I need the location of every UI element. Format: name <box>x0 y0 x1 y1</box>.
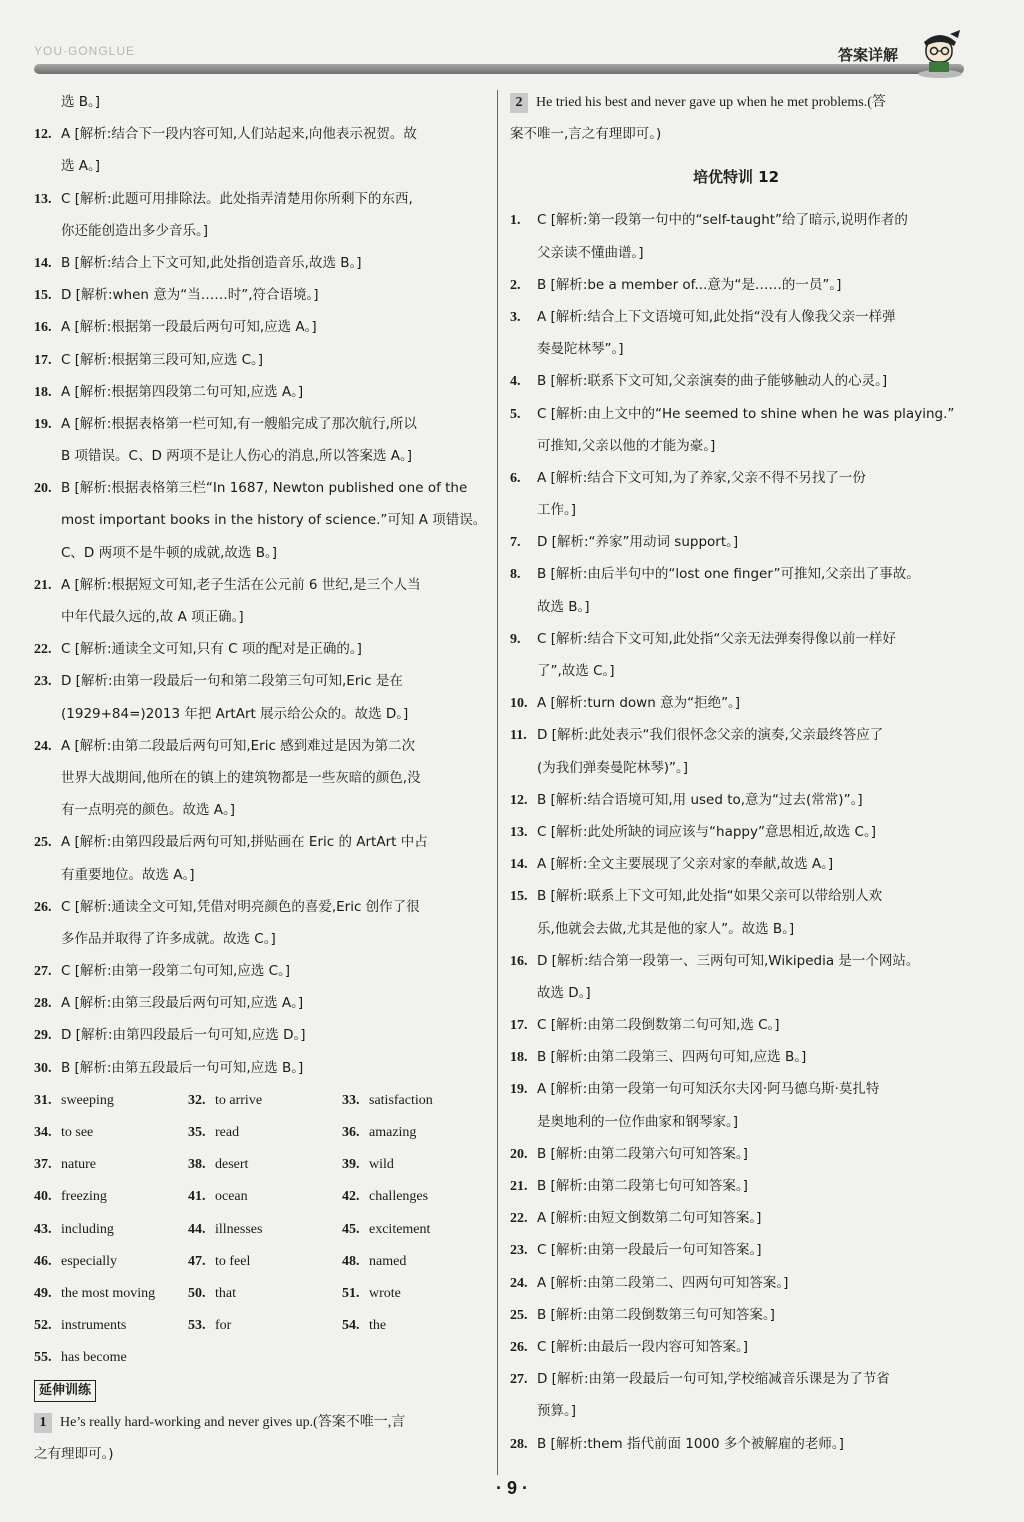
answer-number: 27. <box>510 1372 528 1388</box>
answer-line <box>510 1202 962 1234</box>
q2-line-2 <box>510 118 962 150</box>
answer-number: 8. <box>510 567 521 583</box>
answer-text: A [解析:结合下一段内容可知,人们站起来,向他表示祝贺。故 <box>61 126 417 143</box>
answer-text: B [解析:由第二段第七句可知答案。] <box>537 1178 748 1194</box>
answer-word: wild <box>369 1157 394 1173</box>
answer-text: A [解析:根据第四段第二句可知,应选 A。] <box>61 383 304 400</box>
answer-line <box>510 655 962 687</box>
answer-line <box>510 848 962 880</box>
answer-number: 53. <box>188 1318 206 1334</box>
answer-line <box>34 504 486 536</box>
answer-number: 34. <box>34 1125 52 1140</box>
answer-number: 17. <box>510 1018 528 1034</box>
answer-word: especially <box>61 1253 117 1269</box>
answer-text: A [解析:由第二段第二、四两句可知答案。] <box>537 1274 789 1291</box>
answer-word: the <box>369 1318 387 1334</box>
answer-line <box>510 1234 962 1266</box>
answer-line <box>34 601 486 633</box>
answer-text: 了”,故选 C。] <box>537 663 615 679</box>
header-bar <box>34 64 964 74</box>
answer-number: 18. <box>34 384 52 400</box>
answer-number: 7. <box>510 535 521 551</box>
fill-answer <box>34 1148 188 1181</box>
extension-q1-text-2: 之有理即可。) <box>34 1445 114 1462</box>
answer-number: 18. <box>510 1050 528 1066</box>
right-answer-list <box>510 204 962 1459</box>
answer-line <box>34 955 486 987</box>
answer-number: 10. <box>510 696 528 712</box>
answer-word: instruments <box>61 1318 127 1334</box>
answer-number: 13. <box>510 824 528 840</box>
answer-line <box>510 526 962 558</box>
answer-line <box>510 204 962 236</box>
answer-number: 6. <box>510 470 521 486</box>
fill-answer <box>34 1341 188 1374</box>
fill-row <box>34 1084 486 1116</box>
answer-number: 47. <box>188 1253 206 1269</box>
fill-answer <box>342 1116 496 1149</box>
answer-line <box>34 215 486 247</box>
answer-text: C、D 两项不是牛顿的成就,故选 B。] <box>61 544 277 561</box>
answer-number: 15. <box>34 288 52 304</box>
answer-number: 26. <box>34 899 52 915</box>
answer-text: A [解析:根据第一段最后两句可知,应选 A。] <box>61 319 317 336</box>
fill-row <box>34 1116 486 1148</box>
answer-line <box>34 472 486 504</box>
answer-text: B [解析:结合语境可知,用 used to,意为“过去(常常)”。] <box>537 791 863 808</box>
answer-line <box>510 269 962 301</box>
fill-answer <box>34 1213 188 1246</box>
answer-line <box>34 859 486 891</box>
answer-line <box>510 1041 962 1073</box>
page-number: · 9 · <box>495 1478 528 1498</box>
answer-text: D [解析:此处表示“我们很怀念父亲的演奏,父亲最终答应了 <box>537 727 884 744</box>
answer-text: C [解析:通读全文可知,凭借对明亮颜色的喜爱,Eric 创作了很 <box>61 898 420 915</box>
answer-number: 33. <box>342 1092 360 1108</box>
fill-answer <box>342 1277 496 1310</box>
answer-number: 14. <box>34 255 52 271</box>
answer-number: 25. <box>510 1307 528 1323</box>
answer-text: A [解析:根据短文可知,老子生活在公元前 6 世纪,是三个人当 <box>61 576 421 593</box>
extension-q1-text-1: He’s really hard-working and never gives up.(答案不唯一,言 <box>60 1414 406 1430</box>
answer-number: 28. <box>510 1436 528 1452</box>
answer-text: A [解析:由短文倒数第二句可知答案。] <box>537 1210 762 1227</box>
answer-text: C [解析:由上文中的“He seemed to shine when he was playing.” <box>537 405 955 422</box>
answer-line <box>34 730 486 762</box>
answer-text: C [解析:由第一段第二句可知,应选 C。] <box>61 963 291 980</box>
answer-text: D [解析:由第四段最后一句可知,应选 D。] <box>61 1027 306 1044</box>
answer-line <box>34 762 486 794</box>
column-divider <box>497 90 498 1475</box>
answer-number: 37. <box>34 1157 52 1173</box>
fill-answer <box>188 1180 342 1213</box>
answer-line <box>510 1138 962 1170</box>
answer-number: 24. <box>34 738 52 754</box>
answer-text: D [解析:结合第一段第一、三两句可知,Wikipedia 是一个网站。 <box>537 952 920 969</box>
fill-answer <box>34 1245 188 1278</box>
fill-answer <box>188 1148 342 1181</box>
answer-line <box>510 719 962 751</box>
answer-line <box>34 376 486 408</box>
answer-word: for <box>215 1318 232 1334</box>
answer-text: B 项错误。C、D 两项不是让人伤心的消息,所以答案选 A。] <box>61 448 412 465</box>
fill-answer <box>34 1309 188 1342</box>
answer-word: wrote <box>369 1285 401 1301</box>
answer-text: 选 A。] <box>61 158 101 175</box>
answer-line <box>510 365 962 397</box>
answer-line <box>510 398 962 430</box>
answer-line <box>34 987 486 1019</box>
extension-q1-line-1 <box>34 1406 486 1438</box>
answer-line <box>34 794 486 826</box>
answer-number: 38. <box>188 1157 206 1173</box>
answer-number: 22. <box>34 642 52 658</box>
answer-number: 52. <box>34 1318 52 1334</box>
answer-number: 55. <box>34 1350 52 1366</box>
page-header <box>0 0 1024 90</box>
answer-line <box>510 301 962 333</box>
answer-number: 2. <box>510 277 521 293</box>
answer-word: challenges <box>369 1189 429 1205</box>
question-number-box: 2 <box>510 93 528 113</box>
answer-number: 41. <box>188 1189 206 1205</box>
answer-line <box>510 1331 962 1363</box>
answer-number: 27. <box>34 964 52 980</box>
answer-number: 39. <box>342 1157 360 1173</box>
answer-text: 父亲读不懂曲谱。] <box>537 244 644 261</box>
answer-word: desert <box>215 1157 249 1173</box>
answer-number: 24. <box>510 1275 528 1291</box>
answer-text: 工作。] <box>537 502 577 519</box>
left-column <box>34 86 486 1470</box>
extension-q1-line-2 <box>34 1438 486 1470</box>
fill-answer <box>34 1180 188 1213</box>
answer-text: 有重要地位。故选 A。] <box>61 866 195 883</box>
answer-line <box>34 1019 486 1051</box>
answer-text: (为我们弹奏曼陀林琴)”。] <box>537 759 689 776</box>
answer-line <box>34 826 486 858</box>
answer-text: A [解析:turn down 意为“拒绝”。] <box>537 695 741 712</box>
answer-word: sweeping <box>61 1092 114 1108</box>
answer-line <box>510 1363 962 1395</box>
answer-line <box>510 591 962 623</box>
answer-text: A [解析:结合下文可知,为了养家,父亲不得不另找了一份 <box>537 469 866 486</box>
answer-text: C [解析:此题可用排除法。此处指弄清楚用你所剩下的东西, <box>61 190 413 207</box>
answer-number: 21. <box>34 577 52 593</box>
section-title: 培优特训 12 <box>692 168 780 187</box>
answer-number: 30. <box>34 1060 52 1076</box>
answer-line <box>510 462 962 494</box>
answer-line <box>510 333 962 365</box>
answer-number: 19. <box>510 1082 528 1098</box>
fill-answer <box>188 1084 342 1117</box>
answer-number: 22. <box>510 1211 528 1227</box>
fill-row <box>34 1277 486 1309</box>
answer-line <box>34 183 486 215</box>
fill-answer <box>342 1084 496 1117</box>
answer-word: freezing <box>61 1189 107 1205</box>
answer-number: 26. <box>510 1339 528 1355</box>
answer-number: 25. <box>34 835 52 851</box>
answer-text: B [解析:联系下文可知,父亲演奏的曲子能够触动人的心灵。] <box>537 373 888 390</box>
continued-line: 选 B。] <box>61 94 101 110</box>
answer-text: A [解析:由第四段最后两句可知,拼贴画在 Eric 的 ArtArt 中占 <box>61 834 428 851</box>
mascot-icon <box>914 30 966 78</box>
answer-line <box>510 816 962 848</box>
answer-word: named <box>369 1253 407 1269</box>
fill-row <box>34 1213 486 1245</box>
answer-word: including <box>61 1221 114 1237</box>
answer-text: B [解析:联系上下文可知,此处指“如果父亲可以带给别人欢 <box>537 888 883 905</box>
answer-line <box>510 1267 962 1299</box>
answer-line <box>34 633 486 665</box>
answer-line <box>34 569 486 601</box>
fill-answer <box>34 1084 188 1117</box>
answer-number: 54. <box>342 1318 360 1334</box>
answer-number: 32. <box>188 1092 206 1108</box>
extension-heading-row <box>34 1374 486 1406</box>
extension-label: 延伸训练 <box>34 1380 96 1402</box>
answer-line <box>510 558 962 590</box>
answer-line <box>34 923 486 955</box>
answer-number: 49. <box>34 1285 52 1301</box>
question-number-box: 1 <box>34 1413 52 1433</box>
answer-number: 28. <box>34 996 52 1012</box>
answer-line <box>510 494 962 526</box>
answer-number: 20. <box>510 1146 528 1162</box>
answer-number: 16. <box>510 953 528 969</box>
fill-row <box>34 1180 486 1212</box>
fill-answer <box>342 1148 496 1181</box>
answer-text: D [解析:“养家”用动词 support。] <box>537 534 739 551</box>
answer-text: A [解析:由第二段最后两句可知,Eric 感到难过是因为第二次 <box>61 737 416 754</box>
fill-answer <box>342 1309 496 1342</box>
answer-number: 20. <box>34 481 52 497</box>
answer-text: C [解析:由第二段倒数第二句可知,选 C。] <box>537 1017 780 1034</box>
answer-number: 3. <box>510 309 521 325</box>
answer-text: C [解析:根据第三段可知,应选 C。] <box>61 351 264 368</box>
answer-line <box>34 279 486 311</box>
answer-text: B [解析:由第二段第六句可知答案。] <box>537 1145 748 1162</box>
answer-number: 40. <box>34 1189 52 1205</box>
answer-number: 11. <box>510 728 527 744</box>
answer-number: 13. <box>34 191 52 207</box>
answer-text: C [解析:此处所缺的词应该与“happy”意思相近,故选 C。] <box>537 823 877 840</box>
answer-line <box>510 752 962 784</box>
fill-answer <box>188 1116 342 1149</box>
answer-word: illnesses <box>215 1221 263 1237</box>
answer-number: 5. <box>510 406 521 422</box>
answer-number: 4. <box>510 374 521 390</box>
answer-text: C [解析:第一段第一句中的“self-taught”给了暗示,说明作者的 <box>537 212 908 229</box>
answer-text: A [解析:全文主要展现了父亲对家的奉献,故选 A。] <box>537 856 834 873</box>
answer-text: 中年代最久远的,故 A 项正确。] <box>61 609 244 625</box>
answer-line <box>510 687 962 719</box>
answer-text: 奏曼陀林琴”。] <box>537 341 624 358</box>
answer-text: B [解析:them 指代前面 1000 多个被解雇的老师。] <box>537 1435 844 1452</box>
answer-number: 31. <box>34 1092 52 1108</box>
answer-word: nature <box>61 1157 96 1173</box>
answer-text: B [解析:根据表格第三栏“In 1687, Newton published one of the <box>61 480 468 497</box>
answer-number: 16. <box>34 320 52 336</box>
answer-text: (1929+84=)2013 年把 ArtArt 展示给公众的。故选 D。] <box>61 705 409 722</box>
answer-line <box>34 150 486 182</box>
right-column <box>510 86 962 1460</box>
answer-number: 17. <box>34 352 52 368</box>
answer-text: D [解析:由第一段最后一句可知,学校缩减音乐课是为了节省 <box>537 1371 890 1388</box>
answer-line <box>510 1428 962 1460</box>
answer-word: amazing <box>369 1125 417 1140</box>
answer-line <box>34 891 486 923</box>
fill-answer <box>34 1116 188 1149</box>
answer-number: 44. <box>188 1221 206 1237</box>
fill-answer <box>188 1245 342 1278</box>
fill-answer <box>342 1245 496 1278</box>
answer-line <box>34 665 486 697</box>
fill-answer <box>188 1213 342 1246</box>
answer-line <box>34 1052 486 1084</box>
answer-text: A [解析:根据表格第一栏可知,有一艘船完成了那次航行,所以 <box>61 415 417 432</box>
answer-word: to feel <box>215 1253 251 1269</box>
answer-number: 12. <box>510 792 528 808</box>
answer-line <box>510 430 962 462</box>
answer-text: B [解析:由第二段第三、四两句可知,应选 B。] <box>537 1049 807 1066</box>
answer-number: 51. <box>342 1285 360 1301</box>
brand-watermark: YOU·GONGLUE <box>34 44 136 58</box>
answer-word: has become <box>61 1350 127 1366</box>
answer-number: 19. <box>34 416 52 432</box>
fill-answer <box>342 1213 496 1246</box>
header-title: 答案详解 <box>838 46 899 64</box>
answer-line <box>510 1106 962 1138</box>
answer-text: B [解析:结合上下文可知,此处指创造音乐,故选 B。] <box>61 254 362 271</box>
answer-text: 预算。] <box>537 1403 577 1420</box>
answer-number: 14. <box>510 857 528 873</box>
left-answer-list <box>34 118 486 1084</box>
answer-word: ocean <box>215 1189 248 1205</box>
answer-text: A [解析:结合上下文语境可知,此处指“没有人像我父亲一样弹 <box>537 308 896 325</box>
answer-line <box>510 237 962 269</box>
answer-line <box>510 1073 962 1105</box>
answer-line <box>510 1395 962 1427</box>
q2-text-1: He tried his best and never gave up when he met problems.(答 <box>536 95 886 110</box>
answer-word: to see <box>61 1125 94 1140</box>
answer-word: to arrive <box>215 1092 263 1108</box>
answer-number: 15. <box>510 889 528 905</box>
answer-line <box>34 311 486 343</box>
answer-text: A [解析:由第三段最后两句可知,应选 A。] <box>61 995 304 1012</box>
answer-line <box>34 344 486 376</box>
answer-line <box>34 440 486 472</box>
answer-text: 多作品并取得了许多成就。故选 C。] <box>61 930 276 947</box>
fill-answer <box>342 1180 496 1213</box>
answer-line <box>510 977 962 1009</box>
answer-text: D [解析:由第一段最后一句和第二段第三句可知,Eric 是在 <box>61 673 403 690</box>
answer-text: D [解析:when 意为“当……时”,符合语境。] <box>61 287 319 304</box>
answer-text: C [解析:结合下文可知,此处指“父亲无法弹奏得像以前一样好 <box>537 630 896 647</box>
answer-number: 1. <box>510 213 521 229</box>
answer-word: excitement <box>369 1221 431 1237</box>
answer-line <box>34 247 486 279</box>
answer-text: A [解析:由第一段第一句可知沃尔夫冈·阿马德乌斯·莫扎特 <box>537 1081 880 1098</box>
answer-number: 23. <box>510 1243 528 1259</box>
answer-number: 21. <box>510 1179 528 1194</box>
answer-line <box>510 784 962 816</box>
answer-line <box>510 1299 962 1331</box>
answer-text: 是奥地利的一位作曲家和钢琴家。] <box>537 1113 739 1130</box>
fill-answer <box>188 1309 342 1342</box>
fill-row <box>34 1148 486 1180</box>
answer-number: 42. <box>342 1189 360 1205</box>
answer-text: most important books in the history of science.”可知 A 项错误。 <box>61 512 487 529</box>
answer-text: C [解析:通读全文可知,只有 C 项的配对是正确的。] <box>61 641 362 658</box>
q2-line-1 <box>510 86 962 118</box>
answer-number: 36. <box>342 1125 360 1140</box>
fill-row <box>34 1245 486 1277</box>
answer-line <box>34 537 486 569</box>
fill-answer <box>188 1277 342 1310</box>
answer-number: 9. <box>510 631 521 647</box>
answer-text: 有一点明亮的颜色。故选 A。] <box>61 802 236 819</box>
answer-number: 29. <box>34 1028 52 1044</box>
answer-word: read <box>215 1125 240 1140</box>
answer-text: 乐,他就会去做,尤其是他的家人”。故选 B。] <box>537 920 795 937</box>
fill-row <box>34 1309 486 1341</box>
answer-line <box>34 118 486 150</box>
answer-word: that <box>215 1285 236 1301</box>
answer-number: 48. <box>342 1253 360 1269</box>
answer-line <box>510 880 962 912</box>
answer-line <box>510 913 962 945</box>
answer-text: 故选 B。] <box>537 598 590 615</box>
answer-line <box>510 1009 962 1041</box>
answer-text: C [解析:由第一段最后一句可知答案。] <box>537 1242 762 1259</box>
answer-number: 45. <box>342 1221 360 1237</box>
answer-word: the most moving <box>61 1285 156 1301</box>
answer-text: B [解析:由第二段倒数第三句可知答案。] <box>537 1306 775 1323</box>
answer-line <box>510 945 962 977</box>
answer-line <box>34 408 486 440</box>
answer-text: 可推知,父亲以他的才能为豪。] <box>537 437 716 454</box>
answer-text: B [解析:由后半句中的“lost one finger”可推知,父亲出了事故。 <box>537 566 920 583</box>
answer-number: 23. <box>34 674 52 690</box>
answer-text: 故选 D。] <box>537 984 591 1001</box>
answer-number: 43. <box>34 1221 52 1237</box>
answer-number: 35. <box>188 1125 206 1140</box>
q2-text-2: 案不唯一,言之有理即可。) <box>510 126 662 143</box>
answer-number: 50. <box>188 1285 206 1301</box>
fill-answer <box>34 1277 188 1310</box>
answer-text: B [解析:be a member of...意为“是……的一员”。] <box>537 276 842 293</box>
answer-number: 12. <box>34 127 52 143</box>
fill-row <box>34 1341 486 1373</box>
answer-text: C [解析:由最后一段内容可知答案。] <box>537 1338 749 1355</box>
fill-in-answers <box>34 1084 486 1374</box>
answer-line <box>34 698 486 730</box>
answer-text: B [解析:由第五段最后一句可知,应选 B。] <box>61 1059 304 1076</box>
answer-word: satisfaction <box>369 1092 433 1108</box>
answer-line <box>510 623 962 655</box>
answer-number: 46. <box>34 1253 52 1269</box>
answer-text: 世界大战期间,他所在的镇上的建筑物都是一些灰暗的颜色,没 <box>61 769 421 786</box>
answer-text: 你还能创造出多少音乐。] <box>61 222 209 239</box>
answer-line <box>510 1170 962 1202</box>
